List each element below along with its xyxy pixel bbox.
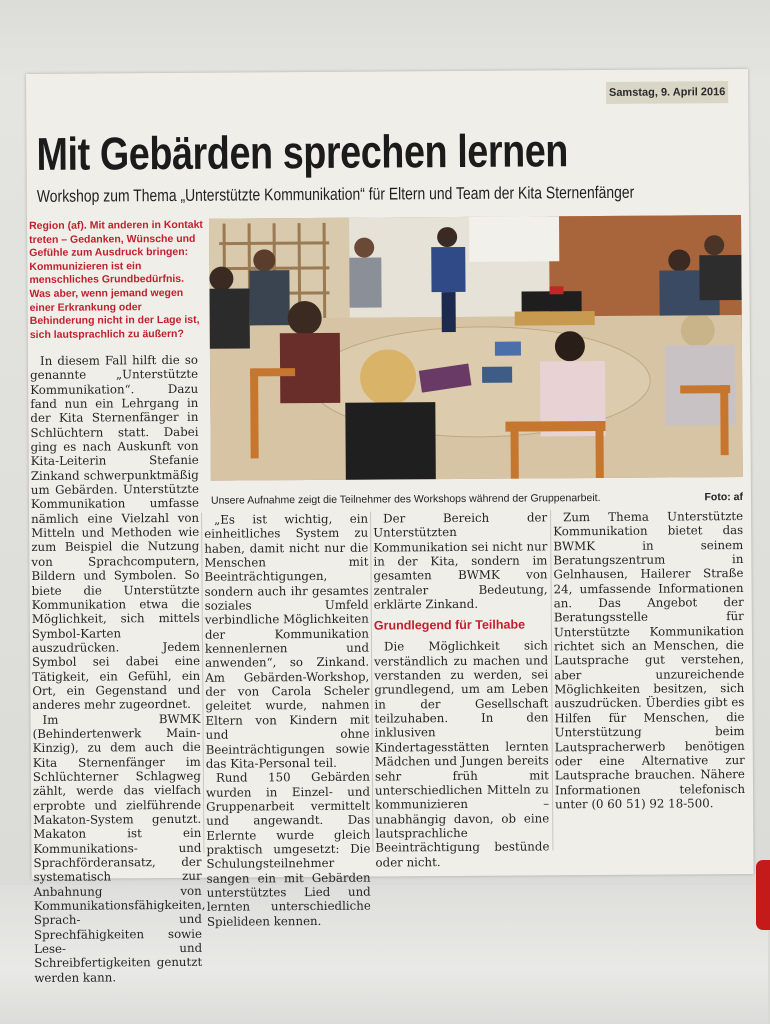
section-heading: Grundlegend für Teilhabe: [373, 617, 526, 633]
article-column-2: [204, 511, 371, 929]
article-column-4: [553, 509, 745, 862]
newspaper-clipping: [26, 69, 754, 985]
paragraph: Zum Thema Unterstützte Kommunikation bietet das BWMK in seinem Beratungszentrum in Gelnhausen, Hailerer Straße 24, umfassende Informationen an. Das Angebot der Beratungsstelle für Unterstützte Kommunikation richtet sich an Menschen, die Lautsprache gut verstehen, aber unzureichende Möglichkeiten besitzen, sich auszudrücken. Überdies gibt es Hilfen für Menschen, die Unterstützung beim Lautspracherwerb benötigen oder eine Alternative zur Lautsprache brauchen. Nähere Informationen telefonisch unter (0 60 51) 92 18-500.: [553, 509, 746, 812]
photo-caption: Unsere Aufnahme zeigt die Teilnehmer des Workshops während der Gruppenarbeit.: [210, 491, 601, 507]
intro-text: Region (af). Mit anderen in Kontakt treten – Gedanken, Wünsche und Gefühle zum Ausdruck bringen: Kommunizieren ist ein menschliches Grundbedürfnis. Was aber, wenn jemand wegen einer Erkrankung oder Behinderung nicht in der Lage ist, sich lautsprachlich zu äußern?: [29, 218, 203, 341]
paragraph: „Es ist wichtig, ein einheitliches System zu haben, damit nicht nur die Menschen mit Beeinträchtigungen, sondern auch ihr gesamtes soziales Umfeld verbindliche Möglichkeiten der Kommunikation kennenlernen und anwenden“, so Zinkand. Am Gebärden-Workshop, der von Carola Scheler geleitet wurde, nahmen Eltern von Kindern mit und ohne Beeinträchtigungen sowie das Kita-Personal teil.: [204, 511, 370, 771]
headline: Mit Gebärden sprechen lernen: [36, 124, 569, 180]
workshop-photo-illustration: [209, 215, 743, 481]
paragraph: Rund 150 Gebärden wurden in Einzel- und Gruppenarbeit vermittelt und angewandt. Das Erlernte wurde gleich praktisch umgesetzt: Die Schulungsteilnehmer sangen ein mit Gebärden unterstütztes Lied und lernten unterschiedliche Spielideen kennen.: [205, 769, 371, 929]
paragraph: Der Bereich der Unterstützten Kommunikation sei nicht nur in der Kita, sondern im gesamten BWMK von zentraler Bedeutung, erklärte Zinkand.: [373, 510, 548, 612]
photo-credit: Foto: af: [704, 491, 744, 504]
red-magnet: [756, 860, 770, 930]
article-column-3: [373, 510, 550, 870]
date-badge: Samstag, 9. April 2016: [606, 81, 728, 104]
subheadline: Workshop zum Thema „Unterstützte Kommunikation“ für Eltern und Team der Kita Sternenfänger: [36, 182, 635, 206]
paragraph: In diesem Fall hilft die so genannte „Unterstützte Kommunikation“. Dazu fand nun ein Lehrgang in der Kita Sternenfänger in Schlüchtern statt. Dabei ging es nach Auskunft von Kita-Leiterin Stefanie Zinkand schwerpunktmäßig um Gebärden. Unterstützte Kommunikation umfasse nämlich eine Vielzahl von Mitteln und Methoden wie zum Beispiel die Nutzung von Sprachcomputern, Bildern und Symbolen. So biete die Unterstützte Kommunikation etwa die Möglichkeit, sich mittels Symbol-Karten auszudrücken. Jedem Symbol sei dabei eine Tätigkeit, ein Gefühl, ein Ort, ein Gegenstand und anderes mehr zugeordnet.: [30, 352, 201, 713]
article-column-1: [30, 352, 206, 985]
paragraph: Im BWMK (Behindertenwerk Main-Kinzig), zu dem auch die Kita Sternenfänger im Schlüchterner Schlagweg zählt, werde das vielfach erprobte und zielführende Makaton-System genutzt. Makaton ist ein Kommunikations- und Sprachförderansatz, der systematisch zur Anbahnung von Kommunikationsfähigkeiten, Sprach- und Sprechfähigkeiten sowie Lese- und Schreibfertigkeiten genutzt werden kann.: [32, 711, 206, 985]
workshop-photo: [209, 215, 743, 481]
paragraph: Die Möglichkeit sich verständlich zu machen und verstanden zu werden, sei grundlegend, um am Leben in der Gesellschaft teilzuhaben. In den inklusiven Kindertagesstätten lernten Mädchen und Jungen bereits sehr früh mit unterschiedlichen Mitteln zu kommunizieren – unabhängig davon, ob eine lautsprachliche Beeinträchtigung bestünde oder nicht.: [374, 638, 550, 870]
